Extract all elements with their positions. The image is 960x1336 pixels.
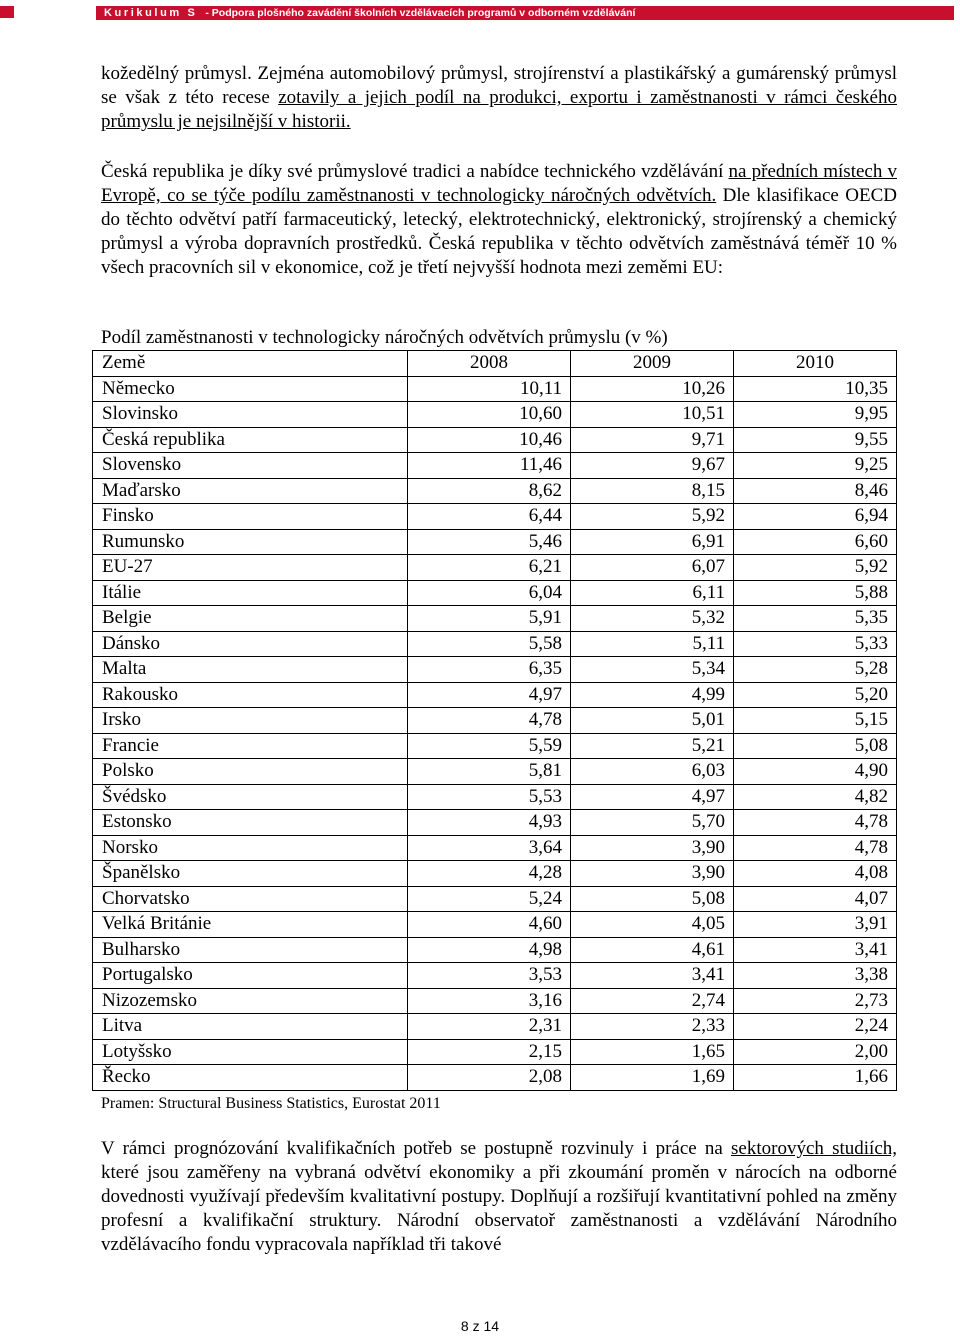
cell-2010: 6,94 [734, 504, 897, 530]
cell-country: Rakousko [93, 682, 408, 708]
cell-2008: 6,21 [408, 555, 571, 581]
paragraph-2-underlined: na předních místech v Evropě, co se týče podílu zaměstnanosti v technologicky náročných odvětvích. [101, 161, 897, 206]
cell-2009: 5,70 [571, 810, 734, 836]
page-header [0, 0, 960, 22]
table-row [93, 580, 897, 606]
cell-2009: 6,03 [571, 759, 734, 785]
cell-2008: 5,46 [408, 529, 571, 555]
cell-country: Velká Británie [93, 912, 408, 938]
cell-2008: 8,62 [408, 478, 571, 504]
cell-2010: 5,88 [734, 580, 897, 606]
paragraph-3-underlined: sektorových studiích, [731, 1138, 898, 1159]
cell-2010: 4,78 [734, 835, 897, 861]
table-row [93, 427, 897, 453]
table-row [93, 937, 897, 963]
cell-country: Itálie [93, 580, 408, 606]
cell-2009: 5,11 [571, 631, 734, 657]
cell-2008: 2,08 [408, 1065, 571, 1091]
cell-2008: 4,28 [408, 861, 571, 887]
cell-country: Litva [93, 1014, 408, 1040]
table-row [93, 835, 897, 861]
cell-country: Norsko [93, 835, 408, 861]
table-title: Podíl zaměstnanosti v technologicky náročných odvětvích průmyslu (v %) [101, 327, 668, 348]
paragraph-2 [101, 160, 897, 280]
table-row [93, 631, 897, 657]
cell-2008: 6,35 [408, 657, 571, 683]
cell-2008: 2,15 [408, 1039, 571, 1065]
cell-2008: 11,46 [408, 453, 571, 479]
cell-2008: 6,44 [408, 504, 571, 530]
cell-country: Česká republika [93, 427, 408, 453]
cell-2010: 5,35 [734, 606, 897, 632]
paragraph-2-tail: Dle klasifikace OECD do těchto odvětví patří farmaceutický, letecký, elektrotechnický, elektronický, strojírenský a chemický průmysl a výroba dopravních prostředků. Česká republika v těchto odvětvích zaměstnává téměř 10 % všech pracovních sil v ekonomice, což je třetí nejvyšší hodnota mezi zeměmi EU: [101, 185, 897, 278]
employment-table-body [93, 351, 897, 1091]
table-header-row [93, 351, 897, 377]
cell-2010: 9,55 [734, 427, 897, 453]
cell-country: Maďarsko [93, 478, 408, 504]
cell-2008: 5,59 [408, 733, 571, 759]
cell-country: Portugalsko [93, 963, 408, 989]
cell-2008: 3,64 [408, 835, 571, 861]
cell-2009: 6,07 [571, 555, 734, 581]
table-row [93, 682, 897, 708]
table-row [93, 810, 897, 836]
cell-country: Bulharsko [93, 937, 408, 963]
cell-2008: 5,24 [408, 886, 571, 912]
cell-country: Malta [93, 657, 408, 683]
cell-country: Německo [93, 376, 408, 402]
cell-2008: 2,31 [408, 1014, 571, 1040]
cell-2010: 5,92 [734, 555, 897, 581]
table-row [93, 504, 897, 530]
cell-2010: 5,28 [734, 657, 897, 683]
cell-2009: 8,15 [571, 478, 734, 504]
table-row [93, 759, 897, 785]
cell-2009: 10,26 [571, 376, 734, 402]
cell-2008: 4,98 [408, 937, 571, 963]
cell-2008: 10,60 [408, 402, 571, 428]
header-country: Země [93, 351, 408, 377]
header-subtitle: - Podpora plošného zavádění školních vzdělávacích programů v odborném vzdělávání [205, 7, 636, 19]
cell-country: Polsko [93, 759, 408, 785]
header-2010: 2010 [734, 351, 897, 377]
cell-country: Belgie [93, 606, 408, 632]
cell-2009: 6,91 [571, 529, 734, 555]
cell-2010: 4,82 [734, 784, 897, 810]
cell-2009: 3,90 [571, 861, 734, 887]
cell-2009: 9,71 [571, 427, 734, 453]
cell-2008: 10,11 [408, 376, 571, 402]
cell-country: Řecko [93, 1065, 408, 1091]
cell-2010: 2,24 [734, 1014, 897, 1040]
cell-country: Francie [93, 733, 408, 759]
employment-table [92, 350, 897, 1091]
cell-2008: 3,53 [408, 963, 571, 989]
cell-2008: 5,91 [408, 606, 571, 632]
cell-2009: 4,97 [571, 784, 734, 810]
header-2008: 2008 [408, 351, 571, 377]
cell-country: EU-27 [93, 555, 408, 581]
cell-2010: 5,08 [734, 733, 897, 759]
cell-2009: 3,90 [571, 835, 734, 861]
cell-country: Slovinsko [93, 402, 408, 428]
table-source: Pramen: Structural Business Statistics, Eurostat 2011 [101, 1095, 441, 1112]
cell-country: Španělsko [93, 861, 408, 887]
table-row [93, 886, 897, 912]
cell-2010: 10,35 [734, 376, 897, 402]
table-row [93, 784, 897, 810]
cell-country: Dánsko [93, 631, 408, 657]
cell-country: Finsko [93, 504, 408, 530]
cell-2009: 1,69 [571, 1065, 734, 1091]
paragraph-2-text: Česká republika je díky své průmyslové tradici a nabídce technického vzdělávání [101, 161, 729, 182]
cell-country: Rumunsko [93, 529, 408, 555]
cell-2009: 5,34 [571, 657, 734, 683]
cell-2008: 5,58 [408, 631, 571, 657]
cell-2008: 6,04 [408, 580, 571, 606]
header-brand: Kurikulum S [104, 7, 198, 19]
cell-2008: 4,60 [408, 912, 571, 938]
cell-2009: 10,51 [571, 402, 734, 428]
cell-2009: 1,65 [571, 1039, 734, 1065]
cell-2010: 2,00 [734, 1039, 897, 1065]
table-row [93, 453, 897, 479]
table-row [93, 1065, 897, 1091]
table-row [93, 478, 897, 504]
table-row [93, 912, 897, 938]
cell-2008: 5,81 [408, 759, 571, 785]
cell-2010: 5,20 [734, 682, 897, 708]
cell-2010: 9,95 [734, 402, 897, 428]
table-row [93, 555, 897, 581]
cell-2009: 5,32 [571, 606, 734, 632]
table-row [93, 606, 897, 632]
cell-2010: 4,90 [734, 759, 897, 785]
cell-2008: 10,46 [408, 427, 571, 453]
cell-2010: 2,73 [734, 988, 897, 1014]
table-row [93, 733, 897, 759]
table-row [93, 402, 897, 428]
cell-2010: 5,15 [734, 708, 897, 734]
cell-country: Švédsko [93, 784, 408, 810]
table-row [93, 963, 897, 989]
table-row [93, 1014, 897, 1040]
cell-2010: 3,38 [734, 963, 897, 989]
cell-2010: 5,33 [734, 631, 897, 657]
table-row [93, 376, 897, 402]
cell-2010: 3,41 [734, 937, 897, 963]
paragraph-1 [101, 62, 897, 134]
header-square-mark [0, 6, 14, 18]
cell-2010: 4,78 [734, 810, 897, 836]
cell-2009: 2,74 [571, 988, 734, 1014]
cell-2010: 3,91 [734, 912, 897, 938]
cell-country: Chorvatsko [93, 886, 408, 912]
cell-2009: 5,01 [571, 708, 734, 734]
cell-country: Irsko [93, 708, 408, 734]
cell-2009: 9,67 [571, 453, 734, 479]
paragraph-3-text: V rámci prognózování kvalifikačních potřeb se postupně rozvinuly i práce na [101, 1138, 732, 1159]
cell-2009: 4,61 [571, 937, 734, 963]
cell-2010: 1,66 [734, 1065, 897, 1091]
paragraph-3-tail: které jsou zaměřeny na vybraná odvětví ekonomiky a při zkoumání proměn v nárocích na odborné dovednosti využívají především kvalitativní postupy. Doplňují a rozšiřují kvantitativní pohled na změny profesní a kvalifikační struktury. Národní observatoř zaměstnanosti a vzdělávání Národního vzdělávacího fondu vypracovala například tři takové [101, 1162, 897, 1255]
cell-2010: 8,46 [734, 478, 897, 504]
cell-2010: 4,08 [734, 861, 897, 887]
cell-2009: 2,33 [571, 1014, 734, 1040]
table-row [93, 861, 897, 887]
cell-2010: 9,25 [734, 453, 897, 479]
cell-2010: 6,60 [734, 529, 897, 555]
cell-2009: 6,11 [571, 580, 734, 606]
paragraph-3 [101, 1137, 897, 1257]
table-row [93, 529, 897, 555]
page-number: 8 z 14 [460, 1318, 500, 1334]
cell-country: Estonsko [93, 810, 408, 836]
cell-2008: 4,97 [408, 682, 571, 708]
table-row [93, 988, 897, 1014]
table-row [93, 1039, 897, 1065]
cell-2009: 5,92 [571, 504, 734, 530]
cell-2008: 3,16 [408, 988, 571, 1014]
cell-2010: 4,07 [734, 886, 897, 912]
header-2009: 2009 [571, 351, 734, 377]
table-row [93, 708, 897, 734]
table-row [93, 657, 897, 683]
paragraph-1-text: kožedělný průmysl. Zejména automobilový průmysl, strojírenství a plastikářský a gumárenský průmysl se však z této recese [101, 63, 897, 108]
cell-2008: 5,53 [408, 784, 571, 810]
cell-2009: 5,08 [571, 886, 734, 912]
paragraph-1-underlined: zotavily a jejich podíl na produkci, exportu i zaměstnanosti v rámci českého průmyslu je nejsilnější v historii. [101, 87, 897, 132]
cell-country: Nizozemsko [93, 988, 408, 1014]
header-band [96, 6, 954, 20]
cell-country: Lotyšsko [93, 1039, 408, 1065]
cell-2009: 5,21 [571, 733, 734, 759]
cell-2008: 4,93 [408, 810, 571, 836]
cell-country: Slovensko [93, 453, 408, 479]
cell-2008: 4,78 [408, 708, 571, 734]
cell-2009: 3,41 [571, 963, 734, 989]
cell-2009: 4,05 [571, 912, 734, 938]
cell-2009: 4,99 [571, 682, 734, 708]
